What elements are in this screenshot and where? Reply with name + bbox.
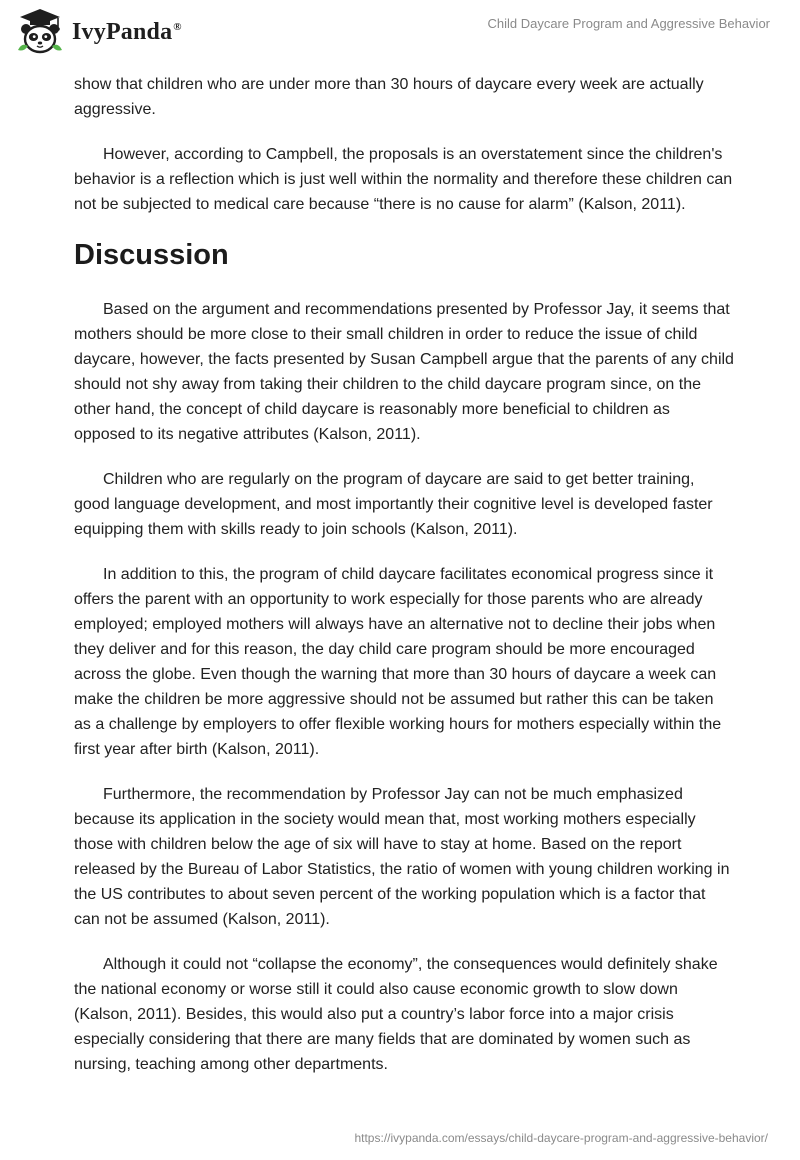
panda-graduate-icon [14,6,66,58]
paragraph: In addition to this, the program of child daycare facilitates economical progress since it offers the parent with an opportunity to work especially for those parents who are already employed; employed mothers will always have an alternative not to decline their jobs when they deliver and for this reason, the day child care program should be more encouraged across the globe. Even though the warning that more than 30 hours of daycare a week can make the children be more aggressive should not be assumed but rather this can be taken as a challenge by employers to offer flexible working hours for mothers especially within the first year after birth (Kalson, 2011). [74,566,722,758]
registered-mark: ® [173,20,182,33]
document-title: Child Daycare Program and Aggressive Behavior [487,16,770,31]
paragraph: Although it could not “collapse the economy”, the consequences would definitely shake the national economy or worse still it could also cause economic growth to slow down (Kalson, 2011). Besides, this would also put a country’s labor force into a major crisis especially considering that there are many fields that are dominated by women such as nursing, teaching among other departments. [74,956,718,1073]
page-header [0,0,800,64]
source-url[interactable]: https://ivypanda.com/essays/child-daycare-program-and-aggressive-behavior/ [354,1131,768,1145]
section-heading: Discussion [74,239,229,271]
brand-name: IvyPanda® [72,18,182,45]
paragraph: Based on the argument and recommendations presented by Professor Jay, it seems that mothers should be more close to their small children in order to reduce the issue of child daycare, however, the facts presented by Susan Campbell argue that the parents of any child should not shy away from taking their children to the child daycare program since, on the other hand, the concept of child daycare is reasonably more beneficial to children as opposed to its negative attributes (Kalson, 2011). [74,301,734,443]
article-body [74,72,734,1097]
paragraph: Children who are regularly on the program of daycare are said to get better training, good language development, and most importantly their cognitive level is developed faster equipping them with skills ready to join schools (Kalson, 2011). [74,471,713,538]
paragraph: Furthermore, the recommendation by Professor Jay can not be much emphasized because its application in the society would mean that, most working mothers especially those with children below the age of six will have to stay at home. Based on the report released by the Bureau of Labor Statistics, the ratio of women with young children working in the US contributes to about seven percent of the working population which is a factor that can not be assumed (Kalson, 2011). [74,786,730,928]
paragraph: However, according to Campbell, the proposals is an overstatement since the children's behavior is a reflection which is just well within the normality and therefore these children can not be subjected to medical care because “there is no cause for alarm” (Kalson, 2011). [74,146,733,213]
ivypanda-logo[interactable] [14,6,182,58]
paragraph-continued: show that children who are under more than 30 hours of daycare every week are actually aggressive. [74,76,704,118]
